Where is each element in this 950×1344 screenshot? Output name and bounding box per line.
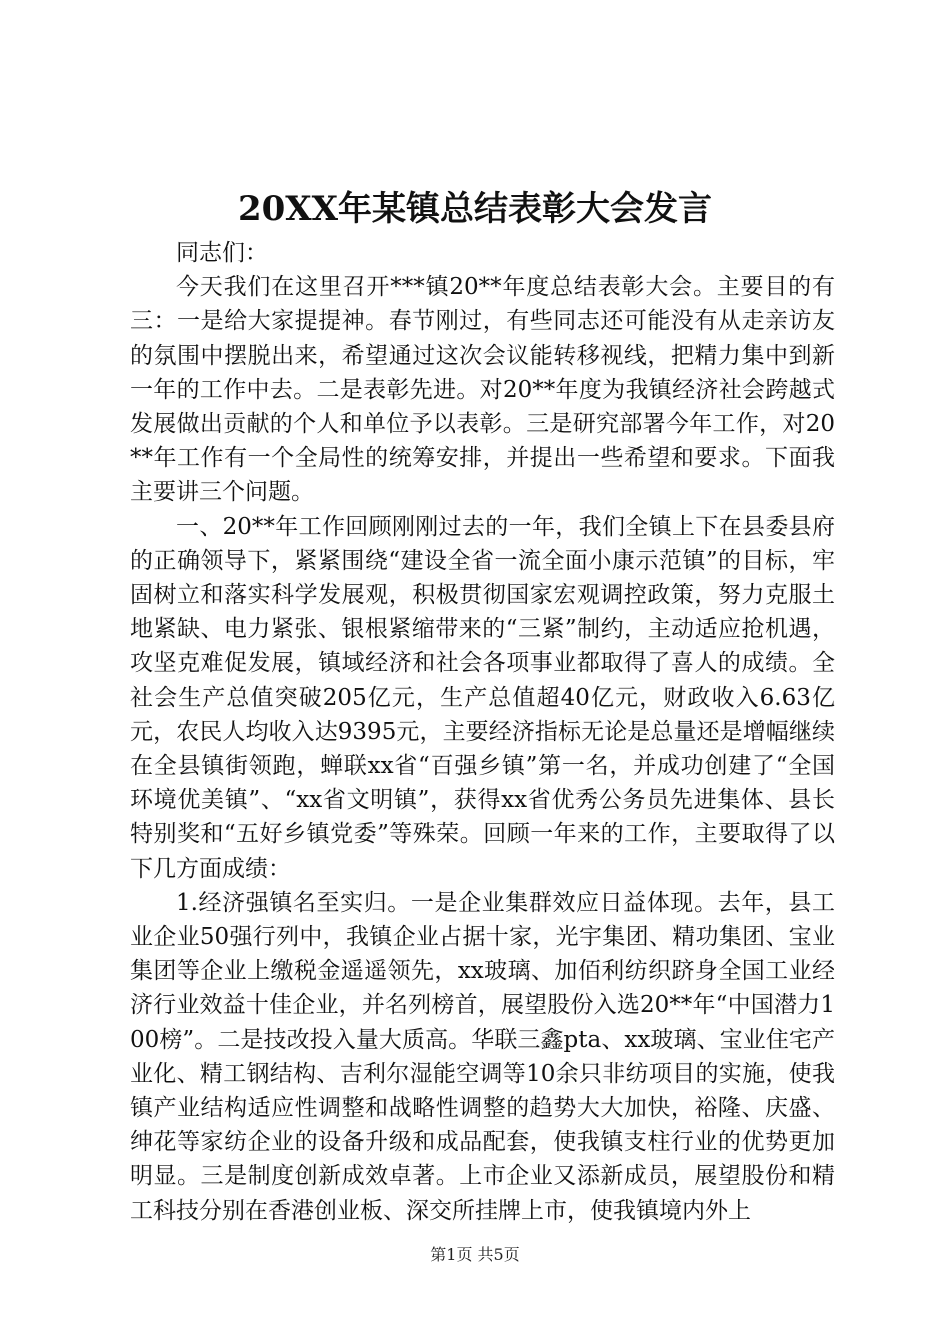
document-title: 20XX年某镇总结表彰大会发言 — [237, 189, 713, 229]
document-body — [130, 236, 835, 1228]
paragraph-intro: 今天我们在这里召开***镇20**年度总结表彰大会。主要目的有三：一是给大家提提神。春节刚过，有些同志还可能没有从走亲访友的氛围中摆脱出来，希望通过这次会议能转移视线，把精力集中到新一年的工作中去。二是表彰先进。对20**年度为我镇经济社会跨越式发展做出贡献的个人和单位予以表彰。三是研究部署今年工作，对20**年工作有一个全局性的统筹安排，并提出一些希望和要求。下面我主要讲三个问题。 — [130, 274, 835, 506]
page-number-footer: 第1页 共5页 — [430, 1245, 520, 1264]
paragraph-review: 一、20**年工作回顾刚刚过去的一年，我们全镇上下在县委县府的正确领导下，紧紧围绕“建设全省一流全面小康示范镇”的目标，牢固树立和落实科学发展观，积极贯彻国家宏观调控政策，努力克服土地紧缺、电力紧张、银根紧缩带来的“三紧”制约，主动适应抢机遇，攻坚克难促发展，镇域经济和社会各项事业都取得了喜人的成绩。全社会生产总值突破205亿元，生产总值超40亿元，财政收入6.63亿元，农民人均收入达9395元，主要经济指标无论是总量还是增幅继续在全县镇街领跑，蝉联xx省“百强乡镇”第一名，并成功创建了“全国环境优美镇”、“xx省文明镇”，获得xx省优秀公务员先进集体、县长特别奖和“五好乡镇党委”等殊荣。回顾一年来的工作，主要取得了以下几方面成绩： — [130, 513, 835, 882]
paragraph-economy: 1.经济强镇名至实归。一是企业集群效应日益体现。去年，县工业企业50强行列中，我镇企业占据十家，光宇集团、精功集团、宝业集团等企业上缴税金遥遥领先，xx玻璃、加佰利纺织跻身全国工业经济行业效益十佳企业，并名列榜首，展望股份入选20**年“中国潜力100榜”。二是技改投入量大质高。华联三鑫pta、xx玻璃、宝业住宅产业化、精工钢结构、吉利尔湿能空调等10余只非纺项目的实施，使我镇产业结构适应性调整和战略性调整的趋势大大加快，裕隆、庆盛、绅花等家纺企业的设备升级和成品配套，使我镇支柱行业的优势更加明显。三是制度创新成效卓著。上市企业又添新成员，展望股份和精工科技分别在香港创业板、深交所挂牌上市，使我镇境内外上 — [130, 889, 835, 1224]
salutation: 同志们： — [176, 240, 268, 266]
